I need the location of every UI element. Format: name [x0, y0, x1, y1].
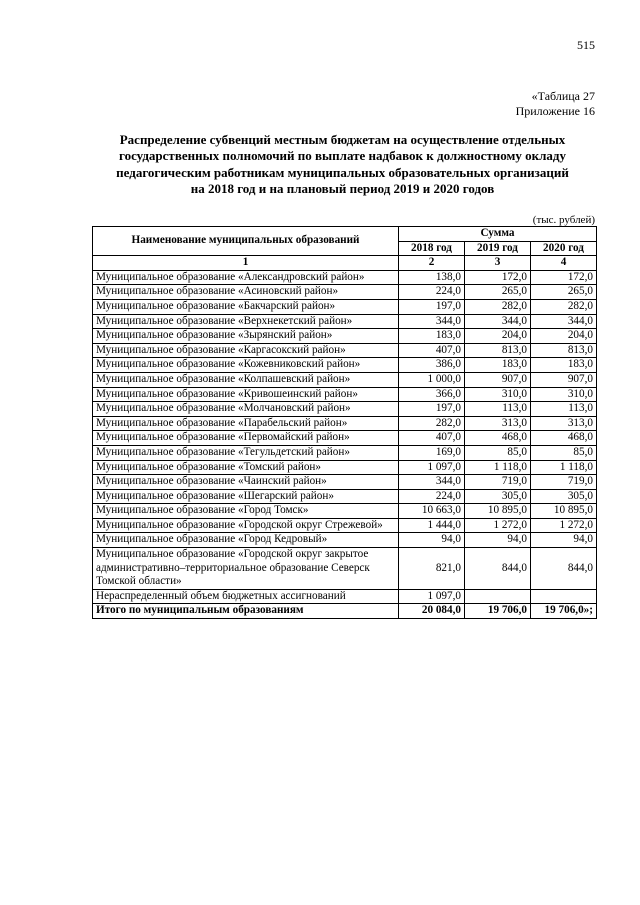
amount-2018: 224,0 — [399, 285, 465, 300]
table-row — [93, 518, 597, 533]
table-row — [93, 372, 597, 387]
amount-2019 — [465, 589, 531, 604]
amount-2018: 197,0 — [399, 299, 465, 314]
amount-2020: 85,0 — [531, 445, 597, 460]
header-year-2020: 2020 год — [531, 241, 597, 256]
total-label: Итого по муниципальным образованиям — [93, 604, 399, 619]
document-title — [80, 132, 605, 197]
header-year-2019: 2019 год — [465, 241, 531, 256]
amount-2019: 265,0 — [465, 285, 531, 300]
table-row — [93, 548, 597, 590]
municipality-name: Муниципальное образование «Томский район» — [93, 460, 399, 475]
amount-2018: 10 663,0 — [399, 504, 465, 519]
amount-2020: 719,0 — [531, 475, 597, 490]
amount-2018: 1 444,0 — [399, 518, 465, 533]
amount-2018: 366,0 — [399, 387, 465, 402]
amount-2018: 344,0 — [399, 475, 465, 490]
table-reference: «Таблица 27 — [531, 89, 595, 103]
amount-2018: 138,0 — [399, 270, 465, 285]
amount-2020: 204,0 — [531, 329, 597, 344]
total-2019: 19 706,0 — [465, 604, 531, 619]
unit-label: (тыс. рублей) — [532, 214, 595, 226]
amount-2020: 94,0 — [531, 533, 597, 548]
table-row — [93, 416, 597, 431]
title-line: Распределение субвенций местным бюджетам на осуществление отдельных — [119, 132, 566, 147]
amount-2019: 94,0 — [465, 533, 531, 548]
municipality-name: Муниципальное образование «Чаинский район» — [93, 475, 399, 490]
table-row — [93, 314, 597, 329]
total-2018: 20 084,0 — [399, 604, 465, 619]
municipality-name: Муниципальное образование «Бакчарский район» — [93, 299, 399, 314]
table-row — [93, 329, 597, 344]
municipality-name: Муниципальное образование «Кожевниковский район» — [93, 358, 399, 373]
table-row — [93, 270, 597, 285]
amount-2018: 407,0 — [399, 343, 465, 358]
amount-2020: 172,0 — [531, 270, 597, 285]
header-municipality-name: Наименование муниципальных образований — [93, 227, 399, 256]
municipality-name: Муниципальное образование «Город Томск» — [93, 504, 399, 519]
amount-2020: 282,0 — [531, 299, 597, 314]
amount-2018: 386,0 — [399, 358, 465, 373]
municipality-name: Муниципальное образование «Тегульдетский район» — [93, 445, 399, 460]
table-row — [93, 343, 597, 358]
municipality-name: Муниципальное образование «Молчановский район» — [93, 402, 399, 417]
amount-2019: 183,0 — [465, 358, 531, 373]
amount-2020: 305,0 — [531, 489, 597, 504]
title-line: на 2018 год и на плановый период 2019 и 2020 годов — [190, 180, 495, 196]
municipality-name: Муниципальное образование «Александровский район» — [93, 270, 399, 285]
amount-2018: 282,0 — [399, 416, 465, 431]
amount-2018: 169,0 — [399, 445, 465, 460]
amount-2019: 10 895,0 — [465, 504, 531, 519]
amount-2020: 313,0 — [531, 416, 597, 431]
amount-2020: 344,0 — [531, 314, 597, 329]
table-row — [93, 299, 597, 314]
table-row — [93, 489, 597, 504]
amount-2019: 344,0 — [465, 314, 531, 329]
amount-2020: 265,0 — [531, 285, 597, 300]
municipality-name: Муниципальное образование «Городской округ Стрежевой» — [93, 518, 399, 533]
municipality-name: Муниципальное образование «Асиновский район» — [93, 285, 399, 300]
amount-2019: 313,0 — [465, 416, 531, 431]
table-row — [93, 533, 597, 548]
table-row — [93, 431, 597, 446]
municipality-name: Муниципальное образование «Кривошеинский район» — [93, 387, 399, 402]
amount-2018: 1 097,0 — [399, 460, 465, 475]
amount-2020: 113,0 — [531, 402, 597, 417]
amount-2020: 813,0 — [531, 343, 597, 358]
page-number: 515 — [577, 38, 595, 52]
column-number: 3 — [465, 256, 531, 271]
municipality-name: Нераспределенный объем бюджетных ассигнований — [93, 589, 399, 604]
table-row — [93, 475, 597, 490]
table-row — [93, 504, 597, 519]
amount-2018: 821,0 — [399, 548, 465, 590]
amount-2019: 719,0 — [465, 475, 531, 490]
municipality-name: Муниципальное образование «Город Кедровый» — [93, 533, 399, 548]
amount-2019: 282,0 — [465, 299, 531, 314]
header-year-2018: 2018 год — [399, 241, 465, 256]
title-line: педагогическим работникам муниципальных образовательных организаций — [116, 164, 569, 180]
amount-2019: 844,0 — [465, 548, 531, 590]
amount-2020: 907,0 — [531, 372, 597, 387]
amount-2020: 10 895,0 — [531, 504, 597, 519]
amount-2020: 844,0 — [531, 548, 597, 590]
municipality-name: Муниципальное образование «Шегарский район» — [93, 489, 399, 504]
total-row — [93, 604, 597, 619]
table-row — [93, 402, 597, 417]
municipality-name: Муниципальное образование «Колпашевский район» — [93, 372, 399, 387]
title-line: государственных полномочий по выплате надбавок к должностному окладу — [119, 148, 566, 164]
amount-2018: 344,0 — [399, 314, 465, 329]
subvention-table — [92, 226, 597, 619]
table-row — [93, 387, 597, 402]
appendix-label: Приложение 16 — [515, 104, 595, 118]
amount-2019: 113,0 — [465, 402, 531, 417]
amount-2020: 183,0 — [531, 358, 597, 373]
municipality-name: Муниципальное образование «Верхнекетский район» — [93, 314, 399, 329]
amount-2019: 1 272,0 — [465, 518, 531, 533]
amount-2019: 813,0 — [465, 343, 531, 358]
municipality-name: Муниципальное образование «Зырянский район» — [93, 329, 399, 344]
amount-2020 — [531, 589, 597, 604]
appendix-reference — [516, 89, 595, 119]
amount-2020: 468,0 — [531, 431, 597, 446]
amount-2020: 310,0 — [531, 387, 597, 402]
municipality-name: Муниципальное образование «Первомайский район» — [93, 431, 399, 446]
header-sum: Сумма — [399, 227, 597, 242]
column-number: 1 — [93, 256, 399, 271]
amount-2019: 1 118,0 — [465, 460, 531, 475]
municipality-name: Муниципальное образование «Парабельский район» — [93, 416, 399, 431]
amount-2020: 1 272,0 — [531, 518, 597, 533]
amount-2018: 407,0 — [399, 431, 465, 446]
municipality-name: Муниципальное образование «Каргасокский район» — [93, 343, 399, 358]
table-row — [93, 460, 597, 475]
amount-2019: 907,0 — [465, 372, 531, 387]
table-row — [93, 589, 597, 604]
amount-2019: 468,0 — [465, 431, 531, 446]
municipality-name: Муниципальное образование «Городской округ закрытое административно–территориальное образование Северск Томской области» — [93, 548, 399, 590]
column-number: 4 — [531, 256, 597, 271]
total-2020: 19 706,0»; — [531, 604, 597, 619]
amount-2018: 1 097,0 — [399, 589, 465, 604]
table-row — [93, 285, 597, 300]
amount-2018: 183,0 — [399, 329, 465, 344]
amount-2018: 94,0 — [399, 533, 465, 548]
amount-2020: 1 118,0 — [531, 460, 597, 475]
amount-2019: 305,0 — [465, 489, 531, 504]
amount-2019: 172,0 — [465, 270, 531, 285]
amount-2019: 204,0 — [465, 329, 531, 344]
table-row — [93, 445, 597, 460]
table-row — [93, 358, 597, 373]
column-number: 2 — [399, 256, 465, 271]
amount-2019: 310,0 — [465, 387, 531, 402]
amount-2019: 85,0 — [465, 445, 531, 460]
amount-2018: 197,0 — [399, 402, 465, 417]
table-body — [93, 270, 597, 618]
amount-2018: 1 000,0 — [399, 372, 465, 387]
amount-2018: 224,0 — [399, 489, 465, 504]
